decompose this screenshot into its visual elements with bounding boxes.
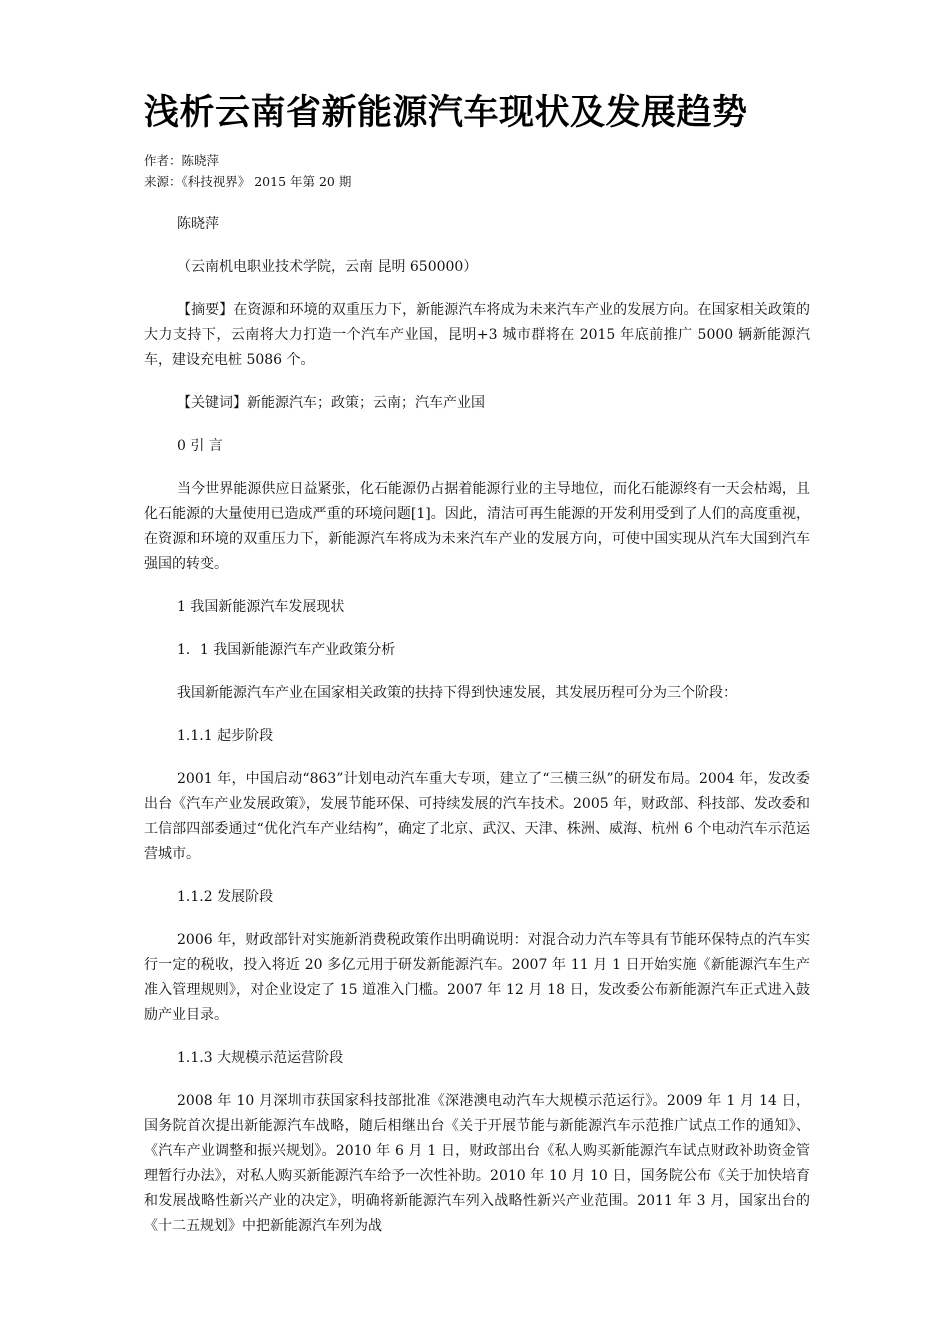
subsection-heading: 1．1 我国新能源汽车产业政策分析 xyxy=(177,642,396,658)
body-paragraph: 当今世界能源供应日益紧张，化石能源仍占据着能源行业的主导地位，而化石能源终有一天会枯竭，且化石能源的大量使用已造成严重的环境问题[1]。因此，清洁可再生能源的开发利用受到了人们的高度重视，在资源和环境的双重压力下，新能源汽车将成为未来汽车产业的发展方向，可使中国实现从汽车大国到汽车强国的转变。 xyxy=(144,481,810,572)
subsubsection-heading: 1.1.3 大规模示范运营阶段 xyxy=(177,1050,344,1066)
article-meta xyxy=(144,150,810,192)
body-paragraph: 2006 年，财政部针对实施新消费税政策作出明确说明：对混合动力汽车等具有节能环保特点的汽车实行一定的税收，投入将近 20 多亿元用于研发新能源汽车。2007 年 11 月 1 日开始实施《新能源汽车生产准入管理规则》，对企业设定了 15 道准入门槛。2007 年 12 月 18 日，发改委公布新能源汽车正式进入鼓励产业目录。 xyxy=(144,932,810,1023)
abstract-paragraph: 【摘要】在资源和环境的双重压力下，新能源汽车将成为未来汽车产业的发展方向。在国家相关政策的大力支持下，云南将大力打造一个汽车产业国，昆明+3 城市群将在 2015 年底前推广 5000 辆新能源汽车，建设充电桩 5086 个。 xyxy=(144,302,810,368)
author-name: 陈晓萍 xyxy=(177,216,219,232)
section-heading-introduction: 0 引 言 xyxy=(177,438,223,454)
author-line: 作者：陈晓萍 xyxy=(144,153,220,168)
body-paragraph: 2001 年，中国启动“863”计划电动汽车重大专项，建立了“三横三纵”的研发布局。2004 年，发改委出台《汽车产业发展政策》，发展节能环保、可持续发展的汽车技术。2005 年，财政部、科技部、发改委和工信部四部委通过“优化汽车产业结构”，确定了北京、武汉、天津、株洲、威海、杭州 6 个电动汽车示范运营城市。 xyxy=(144,771,810,862)
body-paragraph: 我国新能源汽车产业在国家相关政策的扶持下得到快速发展，其发展历程可分为三个阶段： xyxy=(177,685,737,701)
document-page xyxy=(144,86,810,1239)
section-heading: 1 我国新能源汽车发展现状 xyxy=(177,599,345,615)
subsubsection-heading: 1.1.1 起步阶段 xyxy=(177,728,274,744)
source-line: 来源：《科技视界》 2015 年第 20 期 xyxy=(144,174,352,189)
keywords-paragraph: 【关键词】新能源汽车；政策；云南；汽车产业国 xyxy=(177,395,485,411)
page-title: 浅析云南省新能源汽车现状及发展趋势 xyxy=(144,93,748,133)
body-paragraph: 2008 年 10 月深圳市获国家科技部批准《深港澳电动汽车大规模示范运行》。2009 年 1 月 14 日，国务院首次提出新能源汽车战略，随后相继出台《关于开展节能与新能源汽车示范推广试点工作的通知》、《汽车产业调整和振兴规划》。2010 年 6 月 1 日，财政部出台《私人购买新能源汽车试点财政补助资金管理暂行办法》，对私人购买新能源汽车给予一次性补助。2010 年 10 月 10 日，国务院公布《关于加快培育和发展战略性新兴产业的决定》，明确将新能源汽车列入战略性新兴产业范围。2011 年 3 月，国家出台的《十二五规划》中把新能源汽车列为战 xyxy=(144,1093,810,1234)
affiliation: （云南机电职业技术学院，云南 昆明 650000） xyxy=(177,259,478,275)
subsubsection-heading: 1.1.2 发展阶段 xyxy=(177,889,274,905)
